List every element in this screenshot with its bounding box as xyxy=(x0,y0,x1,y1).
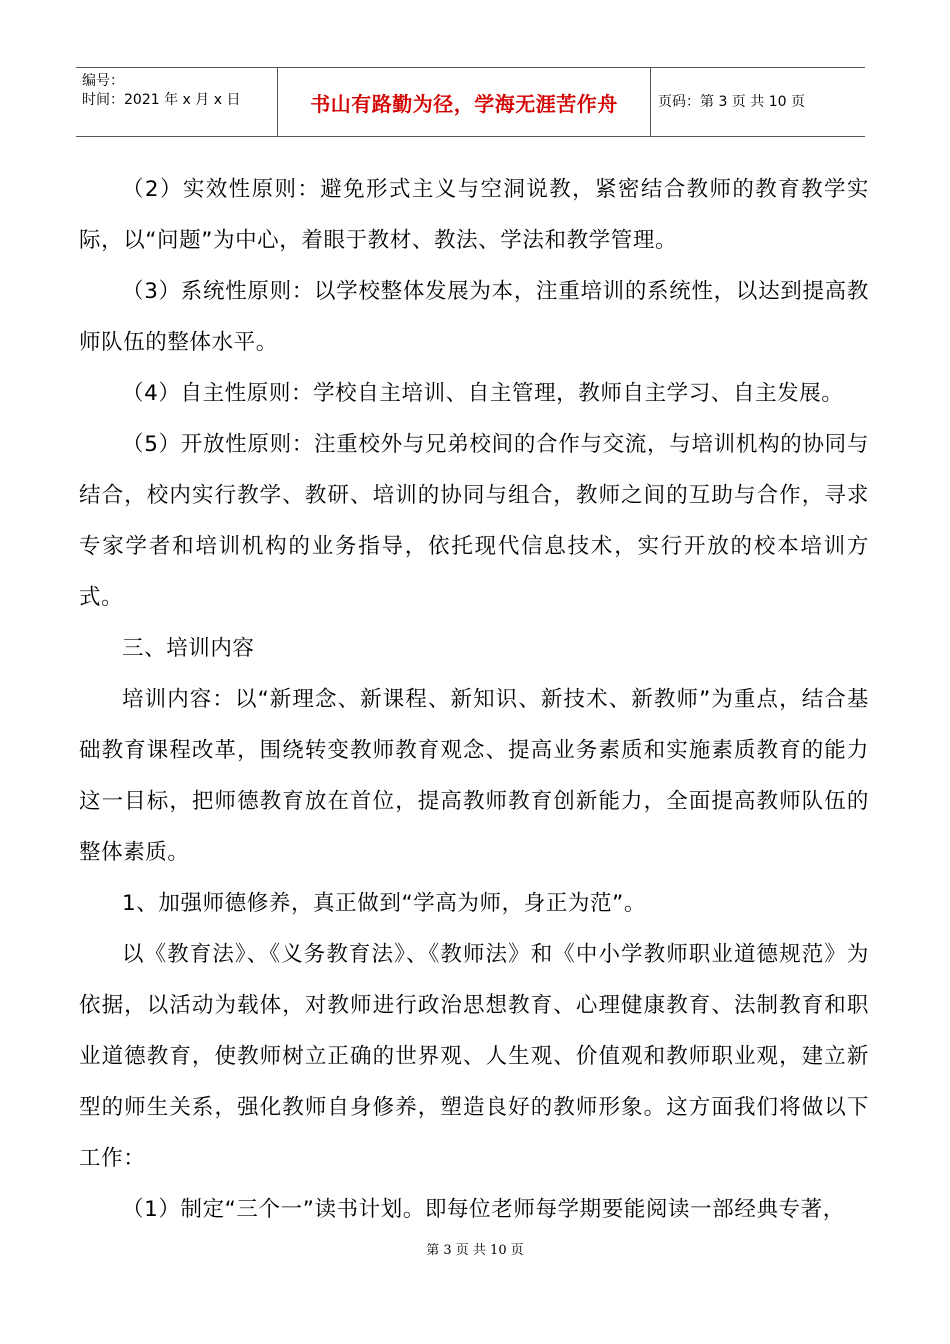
paragraph: （4）自主性原则：学校自主培训、自主管理，教师自主学习、自主发展。 xyxy=(122,381,844,406)
subsection-heading: 1、加强师德修养，真正做到“学高为师，身正为范”。 xyxy=(122,891,646,916)
paragraph: 培训内容：以“新理念、新课程、新知识、新技术、新教师”为重点，结合基础教育课程改革，围绕转变教师教育观念、提高业务素质和实施素质教育的能力这一目标，把师德教育放在首位，提高教师教育创新能力，全面提高教师队伍的整体素质。 xyxy=(79,687,869,865)
header-page-cell xyxy=(650,68,865,136)
page-footer: 第 3 页 共 10 页 xyxy=(426,1243,524,1258)
paragraph: （3）系统性原则：以学校整体发展为本，注重培训的系统性，以达到提高教师队伍的整体水平。 xyxy=(79,279,869,355)
paragraph: （5）开放性原则：注重校外与兄弟校间的合作与交流，与培训机构的协同与结合，校内实行教学、教研、培训的协同与组合，教师之间的互助与合作，寻求专家学者和培训机构的业务指导，依托现代信息技术，实行开放的校本培训方式。 xyxy=(79,432,869,610)
document-header xyxy=(76,67,865,137)
date-label: 时间：2021 年 x 月 x 日 xyxy=(82,92,241,108)
header-info-cell xyxy=(76,68,276,136)
document-body xyxy=(79,164,869,1235)
header-motto-cell xyxy=(277,68,651,136)
paragraph: （1）制定“三个一”读书计划。即每位老师每学期要能阅读一部经典专著， xyxy=(122,1197,845,1222)
number-label: 编号： xyxy=(82,73,124,89)
header-page-info: 页码：第 3 页 共 10 页 xyxy=(658,94,805,110)
motto-text: 书山有路勤为径，学海无涯苦作舟 xyxy=(310,92,618,116)
paragraph: 以《教育法》、《义务教育法》、《教师法》和《中小学教师职业道德规范》为依据，以活动为载体，对教师进行政治思想教育、心理健康教育、法制教育和职业道德教育，使教师树立正确的世界观、人生观、价值观和教师职业观，建立新型的师生关系，强化教师自身修养，塑造良好的教师形象。这方面我们将做以下工作： xyxy=(79,942,869,1171)
section-heading: 三、培训内容 xyxy=(122,636,255,661)
paragraph: （2）实效性原则：避免形式主义与空洞说教，紧密结合教师的教育教学实际，以“问题”为中心，着眼于教材、教法、学法和教学管理。 xyxy=(79,177,869,253)
